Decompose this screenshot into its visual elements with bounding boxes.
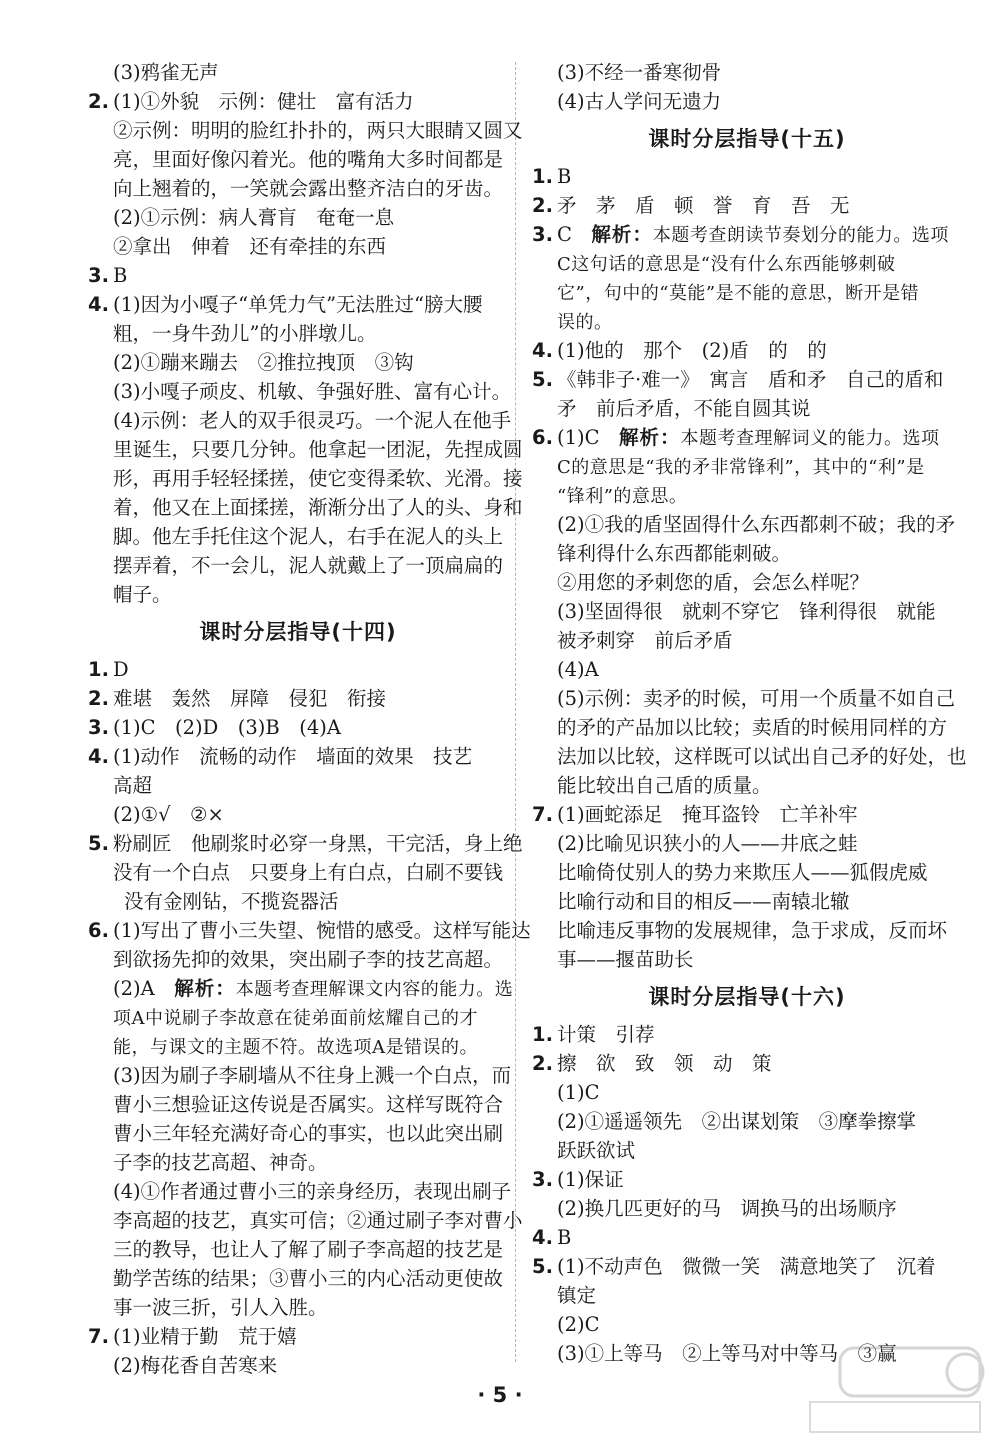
answer-line — [532, 1310, 962, 1339]
answer-text: 比喻行动和目的相反——南辕北辙 — [557, 890, 850, 913]
answer-line — [532, 800, 962, 829]
answer-line — [88, 319, 508, 348]
answer-text: 帽子。 — [113, 583, 172, 606]
answer-text: 矛 前后矛盾，不能自圆其说 — [557, 397, 811, 420]
question-number: 7. — [532, 803, 553, 826]
answer-text: (4)①作者通过曹小三的亲身经历，表现出刷子 — [113, 1180, 512, 1203]
question-number: 4. — [88, 745, 109, 768]
answer-line — [88, 1206, 523, 1235]
answer-line — [532, 249, 962, 278]
answer-text: (4)示例：老人的双手很灵巧。一个泥人在他手 — [113, 409, 512, 432]
answer-line — [532, 713, 962, 742]
analysis-text: 项A中说刷子李故意在徒弟面前炫耀自己的才 — [113, 1008, 478, 1029]
answer-text: 能比较出自己盾的质量。 — [557, 774, 772, 797]
answer-text: ②用您的矛刺您的盾，会怎么样呢？ — [557, 571, 870, 594]
answer-text: 高超 — [113, 774, 153, 797]
answer-line — [88, 800, 508, 829]
answer-line — [532, 1252, 962, 1281]
answer-line — [88, 1293, 508, 1322]
answer-text: (2)①蹦来蹦去 ②推拉拽顶 ③钩 — [113, 351, 414, 374]
answer-text: 没有金刚钻，不揽瓷器活 — [124, 890, 339, 913]
answer-text: 《韩非子·难一》 寓言 盾和矛 自己的盾和 — [556, 368, 944, 391]
answer-line — [88, 1235, 508, 1264]
answer-text: (1)保证 — [556, 1168, 624, 1191]
answer-line — [88, 1003, 508, 1032]
answer-line — [532, 307, 962, 336]
answer-text: 事一波三折，引人入胜。 — [113, 1296, 328, 1319]
answer-text: C — [556, 223, 592, 246]
answer-line — [88, 406, 512, 435]
answer-line — [88, 87, 508, 116]
analysis-text: 本题考查朗读节奏划分的能力。选项 — [652, 225, 949, 246]
answer-line — [88, 1061, 512, 1090]
answer-line — [88, 1032, 508, 1061]
answer-line — [88, 945, 508, 974]
answer-line — [88, 58, 508, 87]
answer-line — [88, 522, 508, 551]
answer-text: ②示例：明明的脸红扑扑的，两只大眼睛又圆又 — [113, 119, 523, 142]
answer-line — [532, 1194, 962, 1223]
answer-text: 李高超的技艺，真实可信；②通过刷子李对曹小 — [113, 1209, 523, 1232]
answer-text: (4)古人学问无遗力 — [557, 90, 722, 113]
answer-line — [88, 887, 508, 916]
analysis-text: 本题考查理解词义的能力。选项 — [680, 428, 940, 449]
answer-line — [532, 1020, 962, 1049]
answer-text: (1)C — [557, 1081, 600, 1104]
answer-line — [88, 1119, 508, 1148]
question-number: 4. — [532, 339, 553, 362]
answer-line — [532, 394, 962, 423]
section-heading: 课时分层指导(十四) — [199, 620, 397, 644]
answer-line — [532, 1281, 962, 1310]
answer-line — [88, 377, 512, 406]
answer-text: 脚。他左手托住这个泥人，右手在泥人的头上 — [113, 525, 504, 548]
answer-text: (3)因为刷子李刷墙从不往身上溅一个白点，而 — [113, 1064, 512, 1087]
answer-text: 粉刷匠 他刷浆时必穿一身黑，干完活，身上绝 — [112, 832, 523, 855]
answer-line — [532, 1136, 962, 1165]
answer-line — [532, 771, 962, 800]
answer-line — [532, 58, 962, 87]
watermark-logo — [800, 1338, 990, 1438]
answer-line — [532, 916, 962, 945]
answer-text: (1)画蛇添足 掩耳盗铃 亡羊补牢 — [556, 803, 858, 826]
question-number: 6. — [88, 919, 109, 942]
answer-line — [88, 1148, 508, 1177]
answer-text: 到欲扬先抑的效果，突出刷子李的技艺高超。 — [113, 948, 504, 971]
question-number: 5. — [88, 832, 109, 855]
answer-line — [532, 684, 962, 713]
answer-text: (3)坚固得很 就刺不穿它 锋利得很 就能 — [557, 600, 936, 623]
answer-text: (1)不动声色 微微一笑 满意地笑了 沉着 — [556, 1255, 936, 1278]
question-number: 4. — [88, 293, 109, 316]
answer-line — [532, 423, 962, 452]
answer-line — [532, 336, 962, 365]
answer-text: 矛 茅 盾 顿 誉 育 吾 无 — [556, 194, 850, 217]
answer-text: D — [112, 658, 129, 681]
question-number: 3. — [532, 1168, 553, 1191]
question-number: 1. — [88, 658, 109, 681]
answer-text: (1)C — [556, 426, 620, 449]
answer-text: 被矛刺穿 前后矛盾 — [557, 629, 733, 652]
answer-text: 亮，里面好像闪着光。他的嘴角大多时间都是 — [113, 148, 504, 171]
answer-text: 锋利得什么东西都能刺破。 — [557, 542, 792, 565]
answer-line — [532, 829, 962, 858]
answer-text: (3)小嘎子顽皮、机敏、争强好胜、富有心计。 — [113, 380, 512, 403]
answer-text: B — [112, 264, 128, 287]
answer-line — [532, 481, 962, 510]
answer-line — [88, 1177, 512, 1206]
analysis-tag: 解析： — [619, 426, 681, 449]
analysis-text: 误的。 — [557, 312, 613, 333]
answer-text: 曹小三想验证这传说是否属实。这样写既符合 — [113, 1093, 504, 1116]
answer-text: (1)因为小嘎子“单凭力气”无法胜过“膀大腰 — [112, 293, 483, 316]
answer-line — [532, 510, 962, 539]
answer-text: (1)①外貌 示例：健壮 富有活力 — [112, 90, 414, 113]
answer-text: 事——揠苗助长 — [557, 948, 694, 971]
analysis-text: C的意思是“我的矛非常锋利”，其中的“利”是 — [557, 457, 925, 478]
answer-text: 曹小三年轻充满好奇心的事实，也以此突出刷 — [113, 1122, 504, 1145]
answer-line — [532, 220, 962, 249]
answer-text: 比喻倚仗别人的势力来欺压人——狐假虎威 — [557, 861, 928, 884]
answer-text: 镇定 — [557, 1284, 597, 1307]
answer-line — [88, 974, 514, 1003]
question-number: 3. — [532, 223, 553, 246]
answer-text: 三的教导，也让人了解了刷子李高超的技艺是 — [113, 1238, 504, 1261]
answer-text: (1)他的 那个 (2)盾 的 的 — [556, 339, 827, 362]
answer-text: (2)换几匹更好的马 调换马的出场顺序 — [557, 1197, 897, 1220]
analysis-text: 它”，句中的“莫能”是不能的意思，断开是错 — [557, 283, 920, 304]
answer-line — [532, 1165, 962, 1194]
question-number: 6. — [532, 426, 553, 449]
answer-text: (2)梅花香自苦寒来 — [113, 1354, 278, 1377]
question-number: 4. — [532, 1226, 553, 1249]
answer-line — [532, 887, 962, 916]
question-number: 2. — [532, 194, 553, 217]
answer-line — [532, 1049, 962, 1078]
answer-text: 着，他又在上面揉搓，渐渐分出了人的头、身和 — [113, 496, 523, 519]
answer-line — [88, 1264, 508, 1293]
answer-text: 向上翘着的，一笑就会露出整齐洁白的牙齿。 — [113, 177, 504, 200]
question-number: 5. — [532, 1255, 553, 1278]
answer-line — [532, 597, 962, 626]
answer-line — [532, 945, 962, 974]
answer-line — [88, 580, 508, 609]
answer-line — [88, 655, 508, 684]
answer-line — [88, 145, 508, 174]
section-heading: 课时分层指导(十六) — [648, 985, 846, 1009]
analysis-tag: 解析： — [591, 223, 653, 246]
answer-line — [88, 290, 508, 319]
answer-line — [88, 1351, 508, 1380]
answer-line — [88, 1322, 508, 1351]
answer-text: (3)鸦雀无声 — [113, 61, 219, 84]
answer-line — [88, 203, 508, 232]
answer-text: 子李的技艺高超、神奇。 — [113, 1151, 328, 1174]
answer-line — [532, 1078, 962, 1107]
analysis-text: C这句话的意思是“没有什么东西能够刺破 — [557, 254, 896, 275]
answer-line — [532, 858, 962, 887]
answer-line — [88, 551, 508, 580]
answer-line — [88, 1090, 508, 1119]
left-column — [88, 58, 531, 1380]
answer-text: (4)A — [557, 658, 599, 681]
answer-text: (1)C (2)D (3)B (4)A — [112, 716, 341, 739]
answer-text: 难堪 轰然 屏障 侵犯 衔接 — [112, 687, 386, 710]
answer-text: (2)①示例：病人膏肓 奄奄一息 — [113, 206, 395, 229]
answer-text: (2)①√ ②× — [113, 803, 224, 826]
answer-line — [88, 493, 523, 522]
question-number: 1. — [532, 165, 553, 188]
answer-text: B — [556, 165, 572, 188]
analysis-text: “锋利”的意思。 — [557, 486, 688, 507]
section-heading: 课时分层指导(十五) — [648, 127, 846, 151]
right-column — [532, 58, 967, 1368]
answer-text: 粗，一身牛劲儿”的小胖墩儿。 — [113, 322, 377, 345]
answer-line — [88, 464, 523, 493]
question-number: 5. — [532, 368, 553, 391]
page-number: · 5 · — [477, 1383, 523, 1407]
answer-line — [532, 539, 962, 568]
answer-line — [532, 655, 962, 684]
answer-line — [88, 232, 508, 261]
answer-line — [88, 116, 523, 145]
answer-line — [88, 771, 508, 800]
answer-line — [88, 174, 508, 203]
answer-text: 的矛的产品加以比较；卖盾的时候用同样的方 — [557, 716, 948, 739]
answer-text: B — [556, 1226, 572, 1249]
answer-text: (1)业精于勤 荒于嬉 — [112, 1325, 297, 1348]
answer-line — [532, 191, 962, 220]
answer-line — [88, 742, 508, 771]
answer-line — [88, 713, 508, 742]
answer-line — [88, 916, 531, 945]
answer-line — [532, 1223, 962, 1252]
question-number: 2. — [88, 687, 109, 710]
answer-line — [532, 742, 967, 771]
analysis-text: 能，与课文的主题不符。故选项A是错误的。 — [113, 1037, 478, 1058]
question-number: 2. — [532, 1052, 553, 1075]
answer-line — [88, 829, 523, 858]
answer-line — [532, 278, 962, 307]
question-number: 3. — [88, 716, 109, 739]
answer-line — [88, 435, 523, 464]
answer-text: (5)示例：卖矛的时候，可用一个质量不如自己 — [557, 687, 956, 710]
answer-text: 法加以比较，这样既可以试出自己矛的好处，也 — [557, 745, 967, 768]
answer-line — [532, 568, 962, 597]
answer-text: 比喻违反事物的发展规律，急于求成，反而坏 — [557, 919, 948, 942]
answer-text: (3)不经一番寒彻骨 — [557, 61, 722, 84]
answer-line — [532, 365, 962, 394]
answer-text: (1)写出了曹小三失望、惋惜的感受。这样写能达 — [112, 919, 531, 942]
answer-text: (2)比喻见识狭小的人——井底之蛙 — [557, 832, 858, 855]
answer-text: 摆弄着，不一会儿，泥人就戴上了一顶扁扁的 — [113, 554, 504, 577]
question-number: 1. — [532, 1023, 553, 1046]
question-number: 3. — [88, 264, 109, 287]
answer-text: ②拿出 伸着 还有牵挂的东西 — [113, 235, 387, 258]
answer-line — [88, 858, 508, 887]
answer-line — [532, 452, 962, 481]
answer-text: (1)动作 流畅的动作 墙面的效果 技艺 — [112, 745, 473, 768]
answer-line — [88, 261, 508, 290]
answer-text: (2)①遥遥领先 ②出谋划策 ③摩拳擦掌 — [557, 1110, 917, 1133]
answer-line — [532, 162, 962, 191]
question-number: 2. — [88, 90, 109, 113]
answer-line — [532, 87, 962, 116]
answer-line — [532, 626, 962, 655]
question-number: 7. — [88, 1325, 109, 1348]
answer-text: 计策 引荐 — [556, 1023, 655, 1046]
answer-text: 勤学苦练的结果；③曹小三的内心活动更使故 — [113, 1267, 504, 1290]
answer-line — [88, 684, 508, 713]
answer-text: 跃跃欲试 — [557, 1139, 636, 1162]
answer-text: (3)①上等马 ②上等马对中等马 ③赢 — [557, 1342, 897, 1365]
answer-text: 形，再用手轻轻揉搓，使它变得柔软、光滑。接 — [113, 467, 523, 490]
answer-text: (2)①我的盾坚固得什么东西都刺不破；我的矛 — [557, 513, 956, 536]
analysis-text: 本题考查理解课文内容的能力。选 — [235, 979, 514, 1000]
column-divider — [515, 62, 516, 1362]
answer-text: 里诞生，只要几分钟。他拿起一团泥，先捏成圆 — [113, 438, 523, 461]
answer-text: 擦 欲 致 领 动 策 — [556, 1052, 772, 1075]
answer-text: (2)C — [557, 1313, 600, 1336]
analysis-tag: 解析： — [174, 977, 236, 1000]
answer-text: (2)A — [113, 977, 175, 1000]
answer-line — [88, 348, 508, 377]
answer-line — [532, 1107, 962, 1136]
answer-text: 没有一个白点 只要身上有白点，白刷不要钱 — [113, 861, 504, 884]
